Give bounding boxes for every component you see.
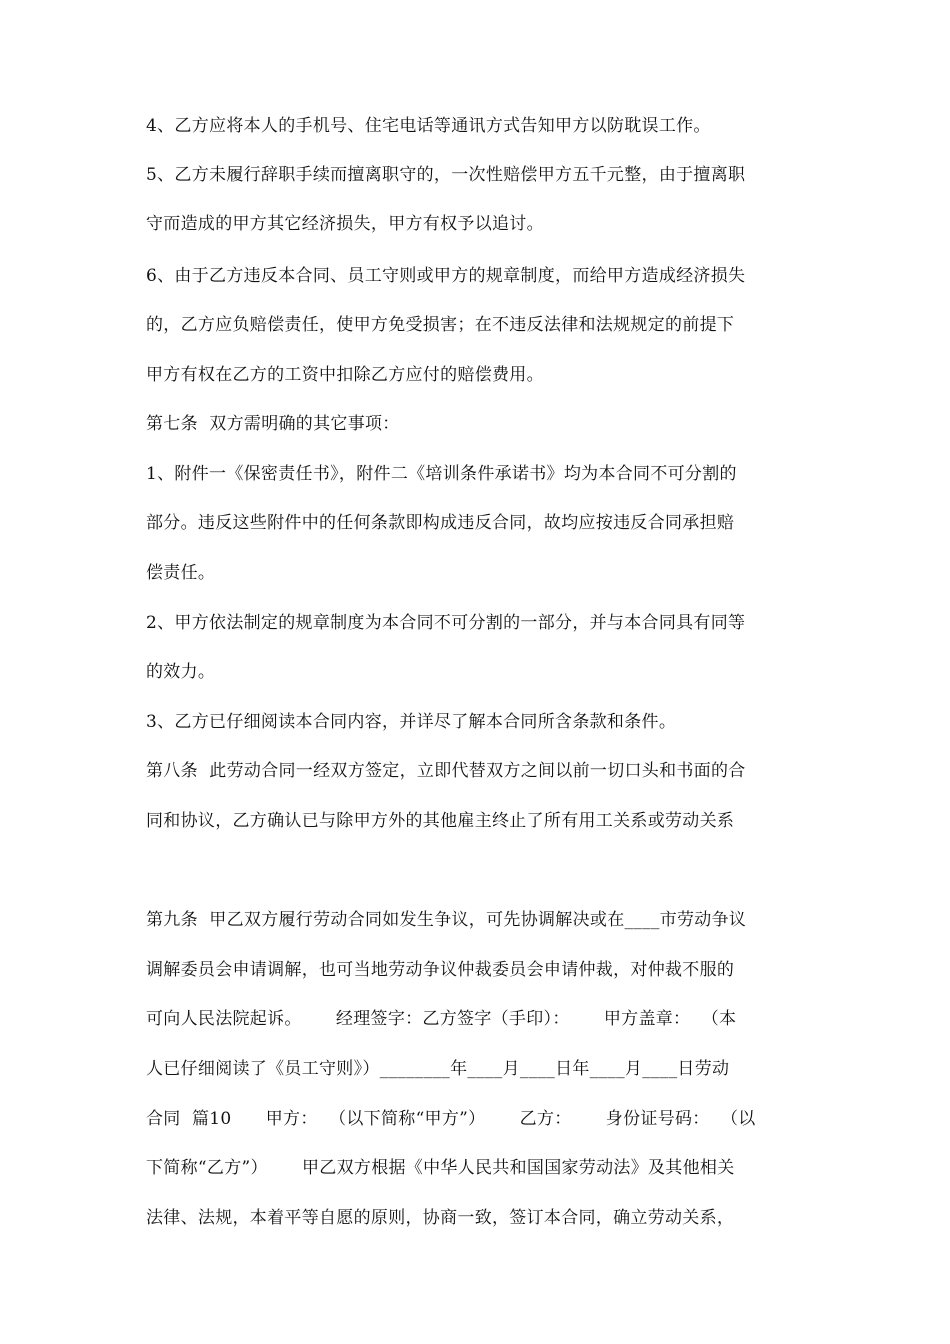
text-line: 同和协议，乙方确认已与除甲方外的其他雇主终止了所有用工关系或劳动关系 xyxy=(146,811,735,831)
text-line: 5、乙方未履行辞职手续而擅离职守的，一次性赔偿甲方五千元整，由于擅离职 xyxy=(146,165,746,185)
text-line: 3、乙方已仔细阅读本合同内容，并详尽了解本合同所含条款和条件。 xyxy=(146,712,677,732)
text-line: 守而造成的甲方其它经济损失，甲方有权予以追讨。 xyxy=(146,214,544,234)
text-line: 人已仔细阅读了《员工守则》）________年____月____日年____月____日劳动 xyxy=(146,1059,730,1079)
text-line: 2、甲方依法制定的规章制度为本合同不可分割的一部分，并与本合同具有同等 xyxy=(146,613,746,633)
text-line: 的效力。 xyxy=(146,662,216,682)
section-heading: 第七条 双方需明确的其它事项： xyxy=(146,414,400,434)
text-line: 合同 篇10 甲方： （以下简称“甲方”） 乙方： 身份证号码： （以 xyxy=(146,1109,756,1129)
text-line: 调解委员会申请调解，也可当地劳动争议仲裁委员会申请仲裁，对仲裁不服的 xyxy=(146,960,735,980)
text-line: 甲方有权在乙方的工资中扣除乙方应付的赔偿费用。 xyxy=(146,365,544,385)
text-line: 部分。违反这些附件中的任何条款即构成违反合同，故均应按违反合同承担赔 xyxy=(146,513,735,533)
text-line: 法律、法规，本着平等自愿的原则，协商一致，签订本合同，确立劳动关系， xyxy=(146,1208,735,1228)
text-line: 6、由于乙方违反本合同、员工守则或甲方的规章制度，而给甲方造成经济损失 xyxy=(146,266,746,286)
text-line: 的，乙方应负赔偿责任，使甲方免受损害；在不违反法律和法规规定的前提下 xyxy=(146,315,735,335)
text-line: 4、乙方应将本人的手机号、住宅电话等通讯方式告知甲方以防耽误工作。 xyxy=(146,116,711,136)
text-line: 1、附件一《保密责任书》，附件二《培训条件承诺书》均为本合同不可分割的 xyxy=(146,464,737,484)
text-line: 第九条 甲乙双方履行劳动合同如发生争议，可先协调解决或在____市劳动争议 xyxy=(146,910,747,930)
text-line: 可向人民法院起诉。 经理签字：乙方签字（手印）： 甲方盖章： （本 xyxy=(146,1009,737,1029)
text-line: 偿责任。 xyxy=(146,563,216,583)
text-line: 下简称“乙方”） 甲乙双方根据《中华人民共和国国家劳动法》及其他相关 xyxy=(146,1158,735,1178)
text-line: 第八条 此劳动合同一经双方签定，立即代替双方之间以前一切口头和书面的合 xyxy=(146,761,746,781)
